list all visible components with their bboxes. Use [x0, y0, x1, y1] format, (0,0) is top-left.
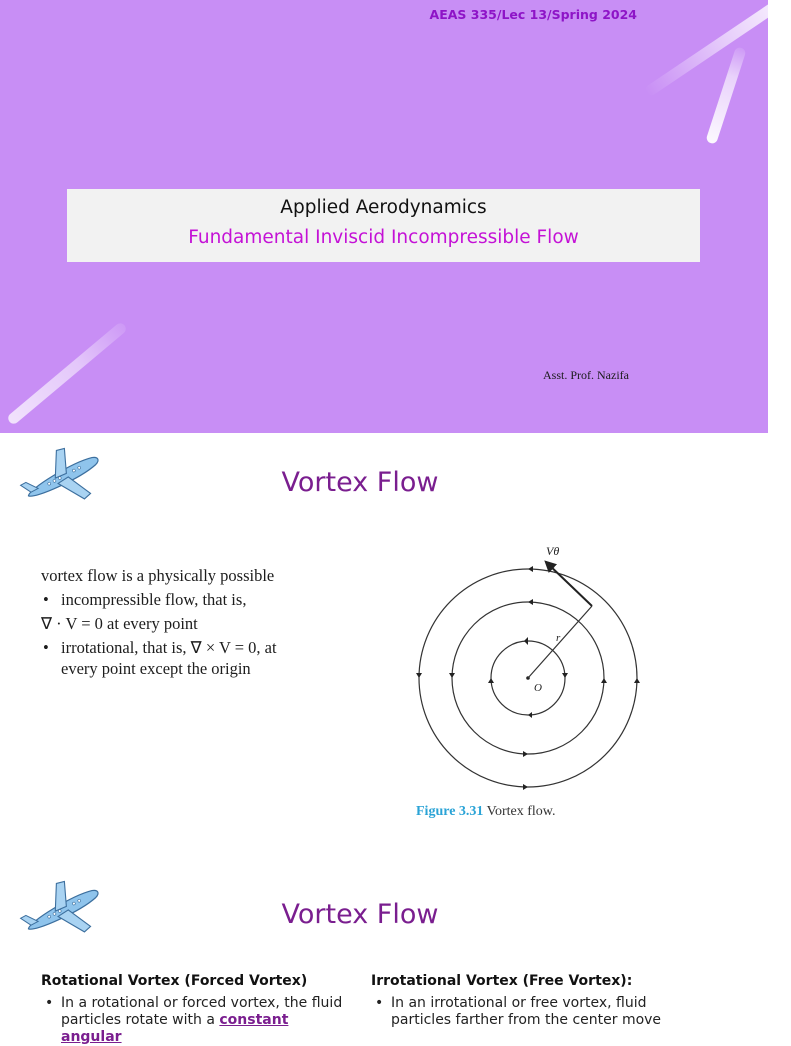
title-slide [0, 0, 768, 433]
radius-label: r [556, 632, 561, 644]
decorative-streak [6, 321, 128, 426]
flow-arrow [524, 637, 528, 645]
forced-vortex-column [41, 973, 351, 1046]
flow-arrow [528, 712, 532, 718]
figure-number: Figure 3.31 [416, 804, 484, 819]
bullet-item [41, 995, 351, 1046]
free-vortex-column [371, 973, 681, 1029]
figure-caption-text: Vortex flow. [486, 804, 556, 819]
presentation-subtitle: Fundamental Inviscid Incompressible Flow [188, 227, 579, 248]
bullet-continuation: every point except the origin [61, 659, 251, 678]
bullet-marker: • [45, 995, 54, 1011]
origin-label: O [534, 682, 542, 694]
bullet-text: irrotational, that is, ∇ × V = 0, at [61, 638, 277, 657]
flow-arrow [449, 673, 455, 678]
vortex-diagram [410, 538, 645, 798]
bullet-text: In a rotational or forced vortex, the fluid particles rotate with a [61, 995, 343, 1028]
bullet-marker: • [375, 995, 384, 1011]
flow-arrow [562, 673, 568, 678]
flow-arrow [634, 678, 640, 683]
divergence-equation: ∇ · V = 0 at every point [41, 614, 198, 633]
bullet-marker: • [43, 638, 49, 657]
flow-arrow [523, 784, 528, 790]
vortex-types-slide [0, 866, 768, 1045]
vortex-description [41, 564, 361, 681]
velocity-label: Vθ [546, 544, 560, 558]
bullet-marker: • [43, 590, 49, 609]
vortex-flow-slide [0, 433, 768, 866]
flow-arrow [523, 751, 528, 757]
bullet-item [371, 995, 681, 1029]
slide-heading: Vortex Flow [281, 899, 439, 930]
column-title: Rotational Vortex (Forced Vortex) [41, 973, 308, 989]
bullet-text: incompressible flow, that is, [61, 590, 247, 609]
decorative-streak [705, 46, 746, 145]
flow-arrow [601, 678, 607, 683]
flow-arrow [416, 673, 422, 678]
title-box [67, 189, 700, 262]
slide-heading: Vortex Flow [281, 467, 439, 498]
bullet-text: In an irrotational or free vortex, fluid particles farther from the center move [391, 995, 662, 1028]
column-title: Irrotational Vortex (Free Vortex): [371, 973, 633, 989]
decorative-streak [643, 0, 790, 98]
intro-line: vortex flow is a physically possible [41, 566, 275, 585]
figure-caption [416, 804, 555, 820]
bullet-item [41, 588, 361, 612]
presentation-title: Applied Aerodynamics [280, 197, 487, 218]
highlighted-term: constant angular [61, 1012, 289, 1045]
velocity-vector [546, 562, 592, 606]
course-code: AEAS 335/Lec 13/Spring 2024 [429, 7, 637, 22]
author-name: Asst. Prof. Nazifa [543, 368, 629, 382]
flow-arrow [528, 566, 533, 572]
flow-arrow [488, 678, 494, 683]
flow-arrow [528, 599, 533, 605]
